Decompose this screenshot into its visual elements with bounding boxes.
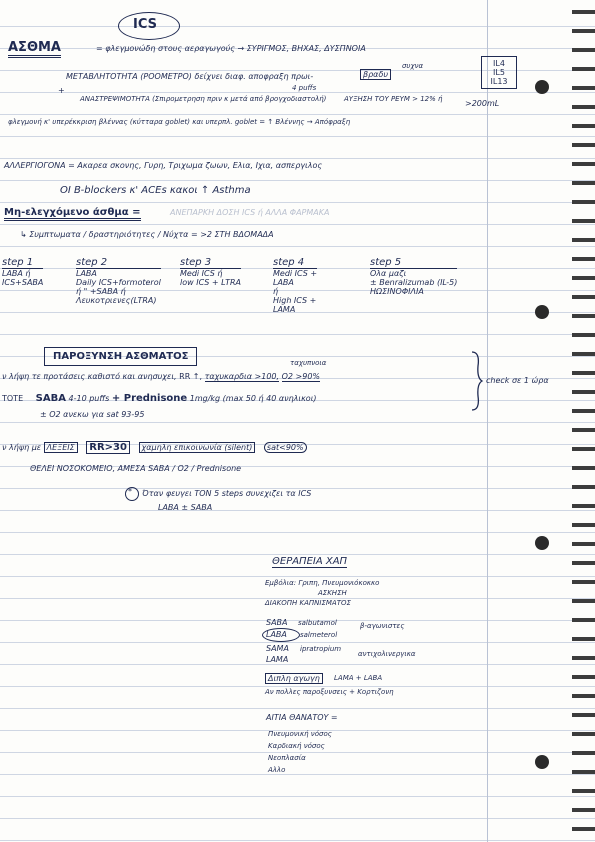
spiral-binding: [572, 0, 595, 842]
asthma-spirometry: ΜΕΤΑΒΛΗΤΟΤΗΤΑ (ΡΟΟΜΕΤΡΟ) δείχνει διαφ. αποφραξη πρωι-: [66, 72, 314, 81]
symptoms-text: Συμπτωματα / δραστηριότητες / Νύχτα = >2 ΣΤΗ ΒΔΟΜΑΔΑ: [29, 230, 274, 239]
interleukin-box: [481, 56, 517, 89]
uncontrolled-heading: Μη-ελεγχόμενο άσθμα =: [4, 207, 141, 221]
copd-line: ΑΣΚΗΣΗ: [318, 589, 347, 597]
exacerbation-line-2: [2, 393, 317, 404]
exacerbation-heading: ΠΑΡΟΞΥΝΣΗ ΑΣΘΜΑΤΟΣ: [44, 347, 197, 366]
copd-line: ΔΙΑΚΟΠΗ ΚΑΠΝΙΣΜΑΤΟΣ: [265, 599, 351, 607]
step-5: [370, 257, 457, 296]
step-line: ± Benralizumab (IL-5): [370, 278, 458, 287]
words-box: ΛΕΞΕΙΣ: [44, 442, 78, 453]
step-line: LABA: [273, 278, 294, 287]
puffs-note: 4 puffs: [292, 84, 317, 92]
sat-box: sat<90%: [264, 442, 307, 453]
asterisk: *: [128, 487, 132, 496]
dual-therapy-text: LAMA + LABA: [334, 674, 383, 682]
copd-saba: SABA: [266, 618, 288, 627]
plus-sign: +: [58, 86, 65, 95]
line1-c: ταχυκαρδια >100,: [204, 372, 280, 381]
step-label: step 3: [180, 257, 241, 269]
copd-many: Αν πολλες παροξυνσεις + Κορτιζονη: [265, 688, 394, 696]
death-item: Νεοπλασία: [268, 754, 306, 762]
step-label: step 5: [370, 257, 457, 269]
punch-holes: [535, 0, 555, 842]
line2-b: SABA: [35, 393, 66, 404]
line2-d: + Prednisone: [111, 393, 188, 404]
death-item: Καρδιακή νόσος: [268, 742, 325, 750]
check-note: check σε 1 ώρα: [486, 376, 549, 385]
punch-hole: [535, 536, 549, 550]
asthma-heading: ΑΣΘΜΑ: [8, 40, 61, 58]
line1-d: O2 >90%: [281, 372, 321, 381]
brace: [470, 350, 484, 412]
suxna-note: συχνα: [402, 62, 424, 70]
copd-antimusc: αντιχολινεργικα: [358, 650, 416, 658]
copd-saba-drug: salbutamol: [298, 619, 337, 627]
step-line: LABA ή: [2, 269, 31, 278]
death-item: Αλλο: [268, 766, 286, 774]
flow-increase: ΑΥΞΗΣΗ ΤΟΥ ΡΕΥΜ > 12% ή: [344, 95, 443, 103]
step-2: [76, 257, 161, 305]
death-heading: ΑΙΤΙΑ ΘΑΝΑΤΟΥ =: [266, 713, 338, 722]
line2-a: ΤΟΤΕ: [2, 394, 24, 403]
asthma-definition: = φλεγμονώδη στους αεραγωγούς → ΣΥΡΙΓΜΟΣ, ΒΗΧΑΣ, ΔΥΣΠΝΟΙΑ: [96, 44, 366, 53]
bradu-box: βραδυ: [360, 69, 391, 80]
exacerbation-line-1: [2, 372, 320, 381]
copd-line: Εμβόλια: Γριπη, Πνευμονιόκοκκο: [265, 579, 380, 587]
step-line: Medi ICS +: [273, 269, 318, 278]
copd-sama-drug: ipratropium: [300, 645, 342, 653]
uncontrolled-symptoms: ↳ Συμπτωματα / δραστηριότητες / Νύχτα = >2 ΣΤΗ ΒΔΟΜΑΔΑ: [20, 230, 274, 239]
step-4: [273, 257, 317, 314]
step-line: ΗΩΣΙΝΟΦΙΛΙΑ: [370, 287, 424, 296]
copd-sama: SAMA: [266, 644, 289, 653]
step-line: ICS+SABA: [2, 278, 44, 287]
punch-hole: [535, 305, 549, 319]
interleukin-item: IL5: [493, 68, 505, 77]
step-line: ή: [273, 287, 279, 296]
copd-laba-drug: salmeterol: [300, 631, 338, 639]
line4-a: ν λήψη με: [2, 443, 42, 452]
rr-box: RR>30: [86, 441, 130, 454]
copd-lama: LAMA: [266, 655, 289, 664]
copd-laba: LABA: [266, 630, 287, 639]
step-line: Medi ICS ή: [180, 269, 223, 278]
step-line: LABA: [76, 269, 97, 278]
step-label: step 1: [2, 257, 43, 269]
step-line: LAMA: [273, 305, 296, 314]
line2-e: 1mg/kg (max 50 ή 40 ανηλικοι): [189, 394, 317, 403]
dual-therapy-box: Διπλη αγωγη: [265, 673, 323, 684]
exacerbation-line-6: Όταν φευγει ΤΟΝ 5 steps συνεχιζει τα ICS: [142, 489, 312, 498]
exacerbation-line-5: ΘΕΛΕΙ ΝΟΣΟΚΟΜΕΙΟ, ΑΜΕΣΑ SABA / O2 / Prednisone: [30, 464, 242, 473]
allergens-line: ΑΛΛΕΡΓΙΟΓΟΝΑ = Ακαρεα σκονης, Γυρη, Τριχωμα ζωων, Ελια, Ιχια, ασπεργιλος: [4, 161, 323, 170]
line1-b: RR ↑,: [179, 372, 203, 381]
asthma-inflammation: φλεγμονή κ' υπερέκκριση βλέννας (κύτταρα goblet) και υπερπλ. goblet = ↑ Βλέννης → Απόφραξη: [8, 118, 351, 126]
asthma-reversibility: ΑΝΑΣΤΡΕΨΙΜΟΤΗΤΑ (Σπιρομετρηση πριν κ μετά από βρογχοδιαστολή): [80, 95, 327, 103]
step-line: low ICS + LTRA: [180, 278, 241, 287]
exacerbation-line-7: LABA ± SABA: [158, 503, 213, 512]
ml-threshold: >200mL: [465, 99, 500, 108]
step-line: Daily ICS+formoterol: [76, 278, 161, 287]
step-3: [180, 257, 241, 287]
interleukin-item: IL13: [490, 77, 508, 86]
silent-box: χαμηλη επικοινωνία (silent): [139, 442, 256, 453]
punch-hole: [535, 755, 549, 769]
step-1: [2, 257, 43, 287]
page-title: ICS: [133, 17, 157, 32]
interleukin-item: IL4: [493, 59, 505, 68]
copd-agonists: β-αγωνιστες: [360, 622, 405, 630]
line1-a: ν λήψη τε προτάσεις καθιστό και ανησυχει,: [2, 372, 177, 381]
tachypnea-note: ταχυπνοια: [290, 359, 327, 367]
margin-line: [487, 0, 488, 842]
death-item: Πνευμονική νόσος: [268, 730, 332, 738]
step-line: ή " +SABA ή: [76, 287, 126, 296]
step-line: Λευκοτριενες(LTRA): [76, 296, 157, 305]
punch-hole: [535, 80, 549, 94]
step-line: Ολα μαζι: [370, 269, 407, 278]
uncontrolled-faded: ΑΝΕΠΑΡΚΗ ΔΟΣΗ ICS ή ΑΛΛΑ ΦΑΡΜΑΚΑ: [170, 208, 330, 217]
line2-c: 4-10 puffs: [68, 394, 110, 403]
step-label: step 4: [273, 257, 317, 269]
exacerbation-line-3: ± O2 ανεκω για sat 93-95: [40, 410, 145, 419]
step-label: step 2: [76, 257, 161, 269]
exacerbation-line-4: [2, 442, 307, 453]
copd-heading: ΘΕΡΑΠΕΙΑ ΧΑΠ: [272, 556, 348, 567]
betablocker-note: ΟΙ B-blockers κ' ACEs κακοι ↑ Asthma: [60, 185, 251, 196]
step-line: High ICS +: [273, 296, 317, 305]
